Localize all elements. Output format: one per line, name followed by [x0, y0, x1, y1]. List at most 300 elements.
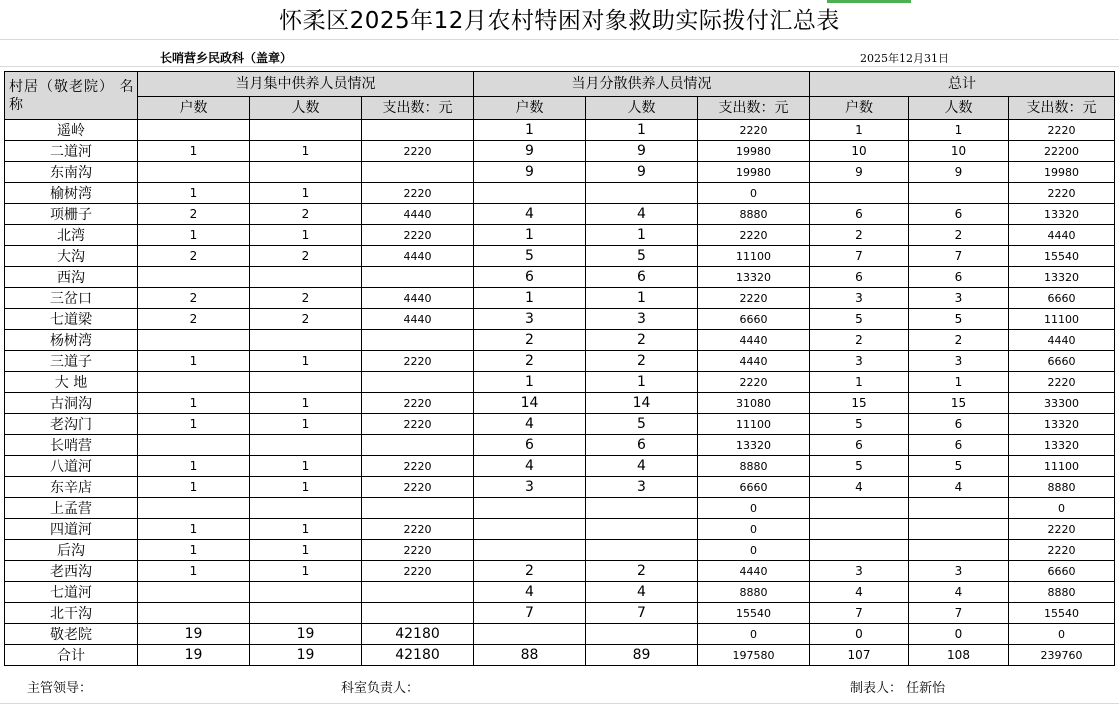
- centralized-persons-cell[interactable]: 1: [250, 540, 362, 561]
- total-households-cell[interactable]: 9: [810, 162, 909, 183]
- dispersed-persons-cell[interactable]: [586, 624, 698, 645]
- dispersed-expense-cell[interactable]: 2220: [698, 120, 810, 141]
- centralized-households-cell[interactable]: 1: [138, 519, 250, 540]
- centralized-households-cell[interactable]: [138, 267, 250, 288]
- total-persons-cell[interactable]: 15: [909, 393, 1009, 414]
- total-persons-cell[interactable]: 6: [909, 267, 1009, 288]
- sheet-title: 怀柔区2025年12月农村特困对象救助实际拨付汇总表: [279, 8, 840, 34]
- dispersed-expense-cell[interactable]: 15540: [698, 603, 810, 624]
- total-expense-cell[interactable]: 239760: [1009, 645, 1115, 666]
- village-name-cell[interactable]: 合计: [5, 645, 138, 666]
- centralized-households-cell[interactable]: [138, 372, 250, 393]
- centralized-households-cell[interactable]: 2: [138, 204, 250, 225]
- total-expense-cell[interactable]: 2220: [1009, 183, 1115, 204]
- centralized-persons-cell[interactable]: [250, 162, 362, 183]
- dispersed-expense-cell[interactable]: 4440: [698, 561, 810, 582]
- village-name-cell[interactable]: 上孟营: [5, 498, 138, 519]
- table-row: [5, 519, 1115, 540]
- dispersed-households-cell[interactable]: 3: [474, 309, 586, 330]
- dispersed-expense-cell[interactable]: 0: [698, 540, 810, 561]
- centralized-households-cell[interactable]: 2: [138, 288, 250, 309]
- centralized-expense-cell[interactable]: 2220: [362, 141, 474, 162]
- dispersed-expense-cell[interactable]: 0: [698, 519, 810, 540]
- total-persons-cell[interactable]: 4: [909, 477, 1009, 498]
- total-expense-cell[interactable]: 13320: [1009, 267, 1115, 288]
- dispersed-households-cell[interactable]: [474, 183, 586, 204]
- header-centralized-support: 当月集中供养人员情况: [138, 72, 474, 97]
- dispersed-expense-cell[interactable]: 6660: [698, 309, 810, 330]
- total-persons-cell[interactable]: 6: [909, 435, 1009, 456]
- dispersed-persons-cell[interactable]: 4: [586, 204, 698, 225]
- total-expense-cell[interactable]: 11100: [1009, 456, 1115, 477]
- village-name-cell[interactable]: 榆树湾: [5, 183, 138, 204]
- total-expense-cell[interactable]: 13320: [1009, 204, 1115, 225]
- total-expense-cell[interactable]: 6660: [1009, 561, 1115, 582]
- dispersed-expense-cell[interactable]: 19980: [698, 141, 810, 162]
- centralized-persons-cell[interactable]: 1: [250, 351, 362, 372]
- village-name-cell[interactable]: 北干沟: [5, 603, 138, 624]
- dispersed-persons-cell[interactable]: 9: [586, 162, 698, 183]
- total-expense-cell[interactable]: 15540: [1009, 603, 1115, 624]
- dispersed-persons-cell[interactable]: 2: [586, 330, 698, 351]
- centralized-households-cell[interactable]: [138, 603, 250, 624]
- centralized-persons-cell[interactable]: [250, 498, 362, 519]
- centralized-persons-cell[interactable]: [250, 435, 362, 456]
- table-row: [5, 477, 1115, 498]
- centralized-expense-cell[interactable]: 42180: [362, 645, 474, 666]
- table-row: [5, 540, 1115, 561]
- table-row: [5, 435, 1115, 456]
- header-households: 户数: [138, 97, 250, 120]
- centralized-persons-cell[interactable]: [250, 603, 362, 624]
- dispersed-households-cell[interactable]: 4: [474, 414, 586, 435]
- total-expense-cell[interactable]: 13320: [1009, 435, 1115, 456]
- centralized-expense-cell[interactable]: 2220: [362, 183, 474, 204]
- village-name-cell[interactable]: 遥岭: [5, 120, 138, 141]
- village-name-cell[interactable]: 老沟门: [5, 414, 138, 435]
- village-name-cell[interactable]: 东辛店: [5, 477, 138, 498]
- total-persons-cell[interactable]: [909, 519, 1009, 540]
- gridline: [0, 39, 1119, 40]
- centralized-households-cell[interactable]: 1: [138, 183, 250, 204]
- centralized-households-cell[interactable]: [138, 162, 250, 183]
- centralized-households-cell[interactable]: 1: [138, 477, 250, 498]
- total-households-cell[interactable]: 3: [810, 561, 909, 582]
- centralized-persons-cell[interactable]: 1: [250, 225, 362, 246]
- table-row: [5, 351, 1115, 372]
- signature-footer: [0, 679, 1119, 701]
- centralized-households-cell[interactable]: 1: [138, 540, 250, 561]
- dispersed-households-cell[interactable]: 3: [474, 477, 586, 498]
- table-row: [5, 624, 1115, 645]
- village-name-cell[interactable]: 敬老院: [5, 624, 138, 645]
- dispersed-persons-cell[interactable]: 2: [586, 561, 698, 582]
- centralized-persons-cell[interactable]: [250, 582, 362, 603]
- centralized-households-cell[interactable]: [138, 435, 250, 456]
- dispersed-persons-cell[interactable]: 4: [586, 456, 698, 477]
- dispersed-expense-cell[interactable]: 8880: [698, 582, 810, 603]
- village-name-cell[interactable]: 七道梁: [5, 309, 138, 330]
- dispersed-expense-cell[interactable]: 2220: [698, 288, 810, 309]
- dispersed-households-cell[interactable]: 2: [474, 561, 586, 582]
- dispersed-persons-cell[interactable]: 9: [586, 141, 698, 162]
- dispersed-households-cell[interactable]: 5: [474, 246, 586, 267]
- total-households-cell[interactable]: 1: [810, 120, 909, 141]
- village-name-cell[interactable]: 三道子: [5, 351, 138, 372]
- centralized-expense-cell[interactable]: [362, 498, 474, 519]
- dispersed-expense-cell[interactable]: 2220: [698, 225, 810, 246]
- dispersed-persons-cell[interactable]: 1: [586, 288, 698, 309]
- total-expense-cell[interactable]: 4440: [1009, 225, 1115, 246]
- total-households-cell[interactable]: 7: [810, 246, 909, 267]
- dispersed-expense-cell[interactable]: 4440: [698, 351, 810, 372]
- total-persons-cell[interactable]: 3: [909, 351, 1009, 372]
- table-row: [5, 204, 1115, 225]
- total-expense-cell[interactable]: 2220: [1009, 540, 1115, 561]
- centralized-households-cell[interactable]: 1: [138, 393, 250, 414]
- total-households-cell[interactable]: 0: [810, 624, 909, 645]
- centralized-persons-cell[interactable]: 2: [250, 309, 362, 330]
- total-households-cell[interactable]: 5: [810, 309, 909, 330]
- gridline: [0, 703, 1119, 704]
- total-households-cell[interactable]: 2: [810, 225, 909, 246]
- centralized-households-cell[interactable]: 1: [138, 414, 250, 435]
- total-persons-cell[interactable]: 4: [909, 582, 1009, 603]
- centralized-persons-cell[interactable]: 1: [250, 393, 362, 414]
- centralized-expense-cell[interactable]: 2220: [362, 540, 474, 561]
- dispersed-expense-cell[interactable]: 2220: [698, 372, 810, 393]
- village-name-cell[interactable]: 北湾: [5, 225, 138, 246]
- total-households-cell[interactable]: 5: [810, 414, 909, 435]
- total-persons-cell[interactable]: [909, 498, 1009, 519]
- dispersed-persons-cell[interactable]: 14: [586, 393, 698, 414]
- dispersed-expense-cell[interactable]: 4440: [698, 330, 810, 351]
- village-name-cell[interactable]: 项栅子: [5, 204, 138, 225]
- dispersed-households-cell[interactable]: 88: [474, 645, 586, 666]
- centralized-persons-cell[interactable]: 19: [250, 624, 362, 645]
- total-households-cell[interactable]: [810, 498, 909, 519]
- total-persons-cell[interactable]: 3: [909, 288, 1009, 309]
- village-name-cell[interactable]: 西沟: [5, 267, 138, 288]
- centralized-persons-cell[interactable]: 1: [250, 414, 362, 435]
- selection-indicator: [827, 0, 911, 3]
- village-name-cell[interactable]: 大沟: [5, 246, 138, 267]
- total-households-cell[interactable]: 3: [810, 351, 909, 372]
- dispersed-households-cell[interactable]: 2: [474, 330, 586, 351]
- centralized-expense-cell[interactable]: [362, 330, 474, 351]
- total-households-cell[interactable]: 6: [810, 267, 909, 288]
- table-row: [5, 120, 1115, 141]
- dispersed-households-cell[interactable]: [474, 540, 586, 561]
- dispersed-persons-cell[interactable]: 2: [586, 351, 698, 372]
- table-row: [5, 183, 1115, 204]
- dispersed-households-cell[interactable]: 2: [474, 351, 586, 372]
- table-row: [5, 561, 1115, 582]
- centralized-persons-cell[interactable]: [250, 372, 362, 393]
- total-expense-cell[interactable]: 6660: [1009, 288, 1115, 309]
- village-name-cell[interactable]: 二道河: [5, 141, 138, 162]
- dispersed-persons-cell[interactable]: 1: [586, 120, 698, 141]
- centralized-persons-cell[interactable]: 2: [250, 288, 362, 309]
- dispersed-households-cell[interactable]: 1: [474, 288, 586, 309]
- total-expense-cell[interactable]: 8880: [1009, 477, 1115, 498]
- total-households-cell[interactable]: 1: [810, 372, 909, 393]
- village-name-cell[interactable]: 古洞沟: [5, 393, 138, 414]
- header-expense: 支出数：元: [362, 97, 474, 120]
- table-row: [5, 141, 1115, 162]
- centralized-households-cell[interactable]: 1: [138, 561, 250, 582]
- village-name-cell[interactable]: 七道河: [5, 582, 138, 603]
- total-expense-cell[interactable]: 22200: [1009, 141, 1115, 162]
- total-persons-cell[interactable]: 1: [909, 120, 1009, 141]
- dispersed-households-cell[interactable]: [474, 519, 586, 540]
- total-persons-cell[interactable]: 6: [909, 414, 1009, 435]
- dispersed-households-cell[interactable]: 1: [474, 225, 586, 246]
- table-row: [5, 498, 1115, 519]
- total-expense-cell[interactable]: 0: [1009, 624, 1115, 645]
- dispersed-households-cell[interactable]: 7: [474, 603, 586, 624]
- centralized-persons-cell[interactable]: 1: [250, 477, 362, 498]
- total-expense-cell[interactable]: 15540: [1009, 246, 1115, 267]
- total-expense-cell[interactable]: 33300: [1009, 393, 1115, 414]
- centralized-expense-cell[interactable]: 2220: [362, 414, 474, 435]
- table-row: [5, 372, 1115, 393]
- dispersed-households-cell[interactable]: 9: [474, 162, 586, 183]
- village-name-cell[interactable]: 东南沟: [5, 162, 138, 183]
- total-expense-cell[interactable]: 19980: [1009, 162, 1115, 183]
- total-expense-cell[interactable]: 11100: [1009, 309, 1115, 330]
- dispersed-persons-cell[interactable]: 3: [586, 309, 698, 330]
- centralized-persons-cell[interactable]: 1: [250, 141, 362, 162]
- dispersed-persons-cell[interactable]: 6: [586, 435, 698, 456]
- unit-label: 长哨营乡民政科（盖章）: [160, 51, 293, 65]
- total-households-cell[interactable]: 5: [810, 456, 909, 477]
- table-row: [5, 162, 1115, 183]
- total-expense-cell[interactable]: 2220: [1009, 120, 1115, 141]
- total-persons-cell[interactable]: 7: [909, 246, 1009, 267]
- dispersed-expense-cell[interactable]: 0: [698, 498, 810, 519]
- centralized-households-cell[interactable]: 1: [138, 456, 250, 477]
- total-persons-cell[interactable]: 1: [909, 372, 1009, 393]
- dispersed-persons-cell[interactable]: [586, 519, 698, 540]
- centralized-expense-cell[interactable]: 4440: [362, 288, 474, 309]
- total-households-cell[interactable]: 6: [810, 204, 909, 225]
- centralized-households-cell[interactable]: 2: [138, 309, 250, 330]
- total-households-cell[interactable]: 4: [810, 582, 909, 603]
- village-name-cell[interactable]: 大 地: [5, 372, 138, 393]
- centralized-households-cell[interactable]: 19: [138, 624, 250, 645]
- total-expense-cell[interactable]: 2220: [1009, 519, 1115, 540]
- total-persons-cell[interactable]: 9: [909, 162, 1009, 183]
- total-persons-cell[interactable]: [909, 183, 1009, 204]
- total-households-cell[interactable]: [810, 540, 909, 561]
- preparer-label: 制表人： 任新怡: [850, 681, 946, 696]
- total-persons-cell[interactable]: 108: [909, 645, 1009, 666]
- centralized-expense-cell[interactable]: 4440: [362, 204, 474, 225]
- total-persons-cell[interactable]: 5: [909, 309, 1009, 330]
- total-households-cell[interactable]: 3: [810, 288, 909, 309]
- centralized-expense-cell[interactable]: 2220: [362, 477, 474, 498]
- dispersed-households-cell[interactable]: 6: [474, 435, 586, 456]
- dispersed-households-cell[interactable]: 9: [474, 141, 586, 162]
- dispersed-households-cell[interactable]: 4: [474, 582, 586, 603]
- dispersed-expense-cell[interactable]: 13320: [698, 267, 810, 288]
- centralized-households-cell[interactable]: 19: [138, 645, 250, 666]
- centralized-persons-cell[interactable]: 1: [250, 456, 362, 477]
- table-row: [5, 288, 1115, 309]
- centralized-households-cell[interactable]: [138, 498, 250, 519]
- dispersed-expense-cell[interactable]: 11100: [698, 414, 810, 435]
- centralized-persons-cell[interactable]: [250, 267, 362, 288]
- total-persons-cell[interactable]: 5: [909, 456, 1009, 477]
- dispersed-persons-cell[interactable]: 1: [586, 372, 698, 393]
- dispersed-households-cell[interactable]: [474, 498, 586, 519]
- dispersed-persons-cell[interactable]: 89: [586, 645, 698, 666]
- centralized-expense-cell[interactable]: 2220: [362, 456, 474, 477]
- section-head-label: 科室负责人：: [341, 681, 420, 696]
- centralized-persons-cell[interactable]: 2: [250, 246, 362, 267]
- village-name-cell[interactable]: 杨树湾: [5, 330, 138, 351]
- total-persons-cell[interactable]: 3: [909, 561, 1009, 582]
- total-expense-cell[interactable]: 13320: [1009, 414, 1115, 435]
- dispersed-persons-cell[interactable]: 4: [586, 582, 698, 603]
- centralized-expense-cell[interactable]: 42180: [362, 624, 474, 645]
- total-expense-cell[interactable]: 2220: [1009, 372, 1115, 393]
- total-expense-cell[interactable]: 6660: [1009, 351, 1115, 372]
- dispersed-expense-cell[interactable]: 13320: [698, 435, 810, 456]
- total-households-cell[interactable]: 2: [810, 330, 909, 351]
- table-row: [5, 267, 1115, 288]
- total-expense-cell[interactable]: 0: [1009, 498, 1115, 519]
- date-label: 2025年12月31日: [860, 52, 949, 65]
- centralized-expense-cell[interactable]: 2220: [362, 393, 474, 414]
- header-persons: 人数: [250, 97, 362, 120]
- total-persons-cell[interactable]: 10: [909, 141, 1009, 162]
- dispersed-expense-cell[interactable]: 8880: [698, 456, 810, 477]
- dispersed-persons-cell[interactable]: [586, 540, 698, 561]
- table-row: [5, 246, 1115, 267]
- centralized-households-cell[interactable]: [138, 582, 250, 603]
- centralized-persons-cell[interactable]: [250, 120, 362, 141]
- dispersed-persons-cell[interactable]: 3: [586, 477, 698, 498]
- dispersed-expense-cell[interactable]: 19980: [698, 162, 810, 183]
- centralized-expense-cell[interactable]: [362, 267, 474, 288]
- centralized-expense-cell[interactable]: [362, 603, 474, 624]
- dispersed-expense-cell[interactable]: 0: [698, 183, 810, 204]
- centralized-persons-cell[interactable]: [250, 330, 362, 351]
- centralized-expense-cell[interactable]: 2220: [362, 225, 474, 246]
- total-persons-cell[interactable]: [909, 540, 1009, 561]
- dispersed-persons-cell[interactable]: 5: [586, 414, 698, 435]
- centralized-expense-cell[interactable]: [362, 435, 474, 456]
- dispersed-households-cell[interactable]: 6: [474, 267, 586, 288]
- header-persons: 人数: [586, 97, 698, 120]
- dispersed-persons-cell[interactable]: 5: [586, 246, 698, 267]
- centralized-households-cell[interactable]: 1: [138, 351, 250, 372]
- dispersed-households-cell[interactable]: 1: [474, 120, 586, 141]
- table-row: [5, 225, 1115, 246]
- dispersed-households-cell[interactable]: 4: [474, 204, 586, 225]
- centralized-households-cell[interactable]: 2: [138, 246, 250, 267]
- table-row: [5, 414, 1115, 435]
- centralized-persons-cell[interactable]: 1: [250, 183, 362, 204]
- total-households-cell[interactable]: [810, 519, 909, 540]
- header-dispersed-support: 当月分散供养人员情况: [474, 72, 810, 97]
- centralized-persons-cell[interactable]: 19: [250, 645, 362, 666]
- dispersed-persons-cell[interactable]: 6: [586, 267, 698, 288]
- total-households-cell[interactable]: 10: [810, 141, 909, 162]
- centralized-expense-cell[interactable]: [362, 120, 474, 141]
- table-row: [5, 582, 1115, 603]
- dispersed-households-cell[interactable]: 1: [474, 372, 586, 393]
- total-expense-cell[interactable]: 4440: [1009, 330, 1115, 351]
- dispersed-households-cell[interactable]: 14: [474, 393, 586, 414]
- village-name-cell[interactable]: 八道河: [5, 456, 138, 477]
- dispersed-expense-cell[interactable]: 11100: [698, 246, 810, 267]
- centralized-households-cell[interactable]: 1: [138, 225, 250, 246]
- centralized-households-cell[interactable]: [138, 330, 250, 351]
- village-name-cell[interactable]: 后沟: [5, 540, 138, 561]
- header-village-name: 村居（敬老院） 名称: [5, 72, 138, 120]
- total-persons-cell[interactable]: 2: [909, 330, 1009, 351]
- total-households-cell[interactable]: [810, 183, 909, 204]
- dispersed-households-cell[interactable]: [474, 624, 586, 645]
- total-persons-cell[interactable]: 6: [909, 204, 1009, 225]
- total-persons-cell[interactable]: 0: [909, 624, 1009, 645]
- total-expense-cell[interactable]: 8880: [1009, 582, 1115, 603]
- centralized-expense-cell[interactable]: 2220: [362, 519, 474, 540]
- dispersed-expense-cell[interactable]: 197580: [698, 645, 810, 666]
- total-households-cell[interactable]: 6: [810, 435, 909, 456]
- dispersed-expense-cell[interactable]: 8880: [698, 204, 810, 225]
- dispersed-persons-cell[interactable]: 1: [586, 225, 698, 246]
- total-households-cell[interactable]: 15: [810, 393, 909, 414]
- centralized-expense-cell[interactable]: [362, 582, 474, 603]
- total-persons-cell[interactable]: 7: [909, 603, 1009, 624]
- centralized-persons-cell[interactable]: 1: [250, 561, 362, 582]
- centralized-expense-cell[interactable]: 2220: [362, 351, 474, 372]
- table-row: [5, 330, 1115, 351]
- village-name-cell[interactable]: 老西沟: [5, 561, 138, 582]
- dispersed-persons-cell[interactable]: [586, 183, 698, 204]
- total-households-cell[interactable]: 7: [810, 603, 909, 624]
- centralized-expense-cell[interactable]: [362, 372, 474, 393]
- dispersed-expense-cell[interactable]: 0: [698, 624, 810, 645]
- dispersed-households-cell[interactable]: 4: [474, 456, 586, 477]
- centralized-expense-cell[interactable]: 2220: [362, 561, 474, 582]
- dispersed-persons-cell[interactable]: 7: [586, 603, 698, 624]
- village-name-cell[interactable]: 四道河: [5, 519, 138, 540]
- centralized-expense-cell[interactable]: [362, 162, 474, 183]
- centralized-households-cell[interactable]: [138, 120, 250, 141]
- table-row: [5, 456, 1115, 477]
- header-expense: 支出数：元: [1009, 97, 1115, 120]
- village-name-cell[interactable]: 长哨营: [5, 435, 138, 456]
- dispersed-expense-cell[interactable]: 6660: [698, 477, 810, 498]
- dispersed-expense-cell[interactable]: 31080: [698, 393, 810, 414]
- centralized-expense-cell[interactable]: 4440: [362, 246, 474, 267]
- village-name-cell[interactable]: 三岔口: [5, 288, 138, 309]
- centralized-persons-cell[interactable]: 2: [250, 204, 362, 225]
- centralized-households-cell[interactable]: 1: [138, 141, 250, 162]
- total-persons-cell[interactable]: 2: [909, 225, 1009, 246]
- dispersed-persons-cell[interactable]: [586, 498, 698, 519]
- total-households-cell[interactable]: 107: [810, 645, 909, 666]
- centralized-expense-cell[interactable]: 4440: [362, 309, 474, 330]
- centralized-persons-cell[interactable]: 1: [250, 519, 362, 540]
- total-households-cell[interactable]: 4: [810, 477, 909, 498]
- supervisor-label: 主管领导：: [27, 681, 93, 696]
